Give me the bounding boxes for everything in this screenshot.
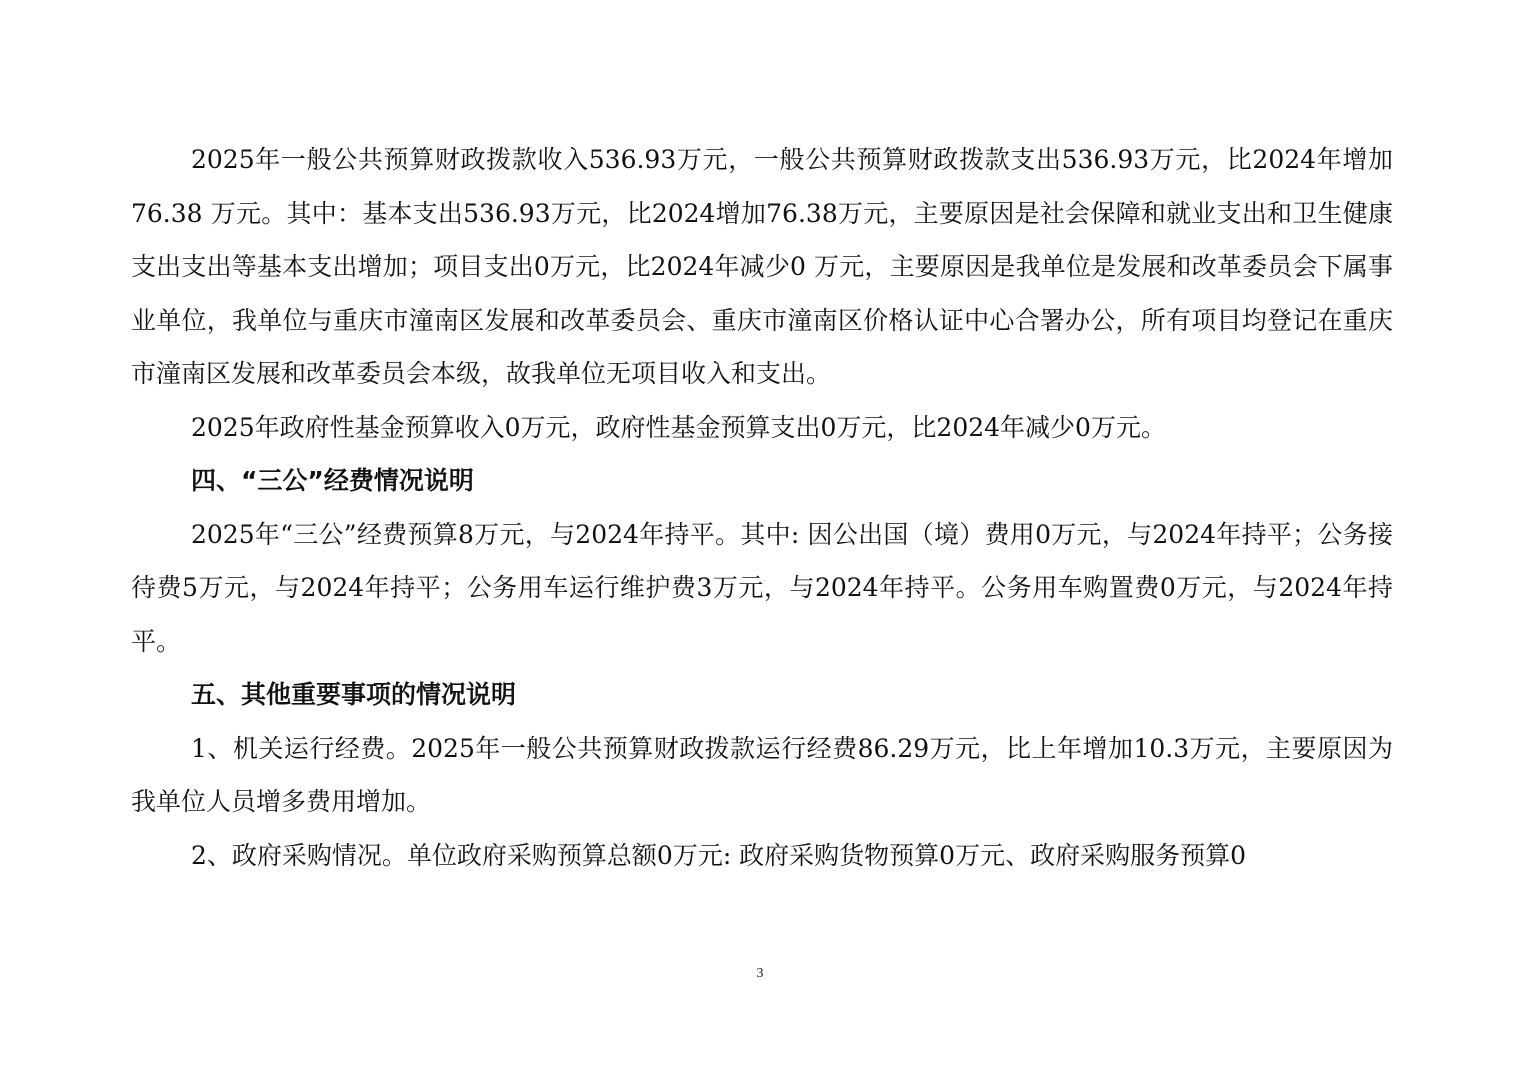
paragraph-general-budget: 2025年一般公共预算财政拨款收入536.93万元，一般公共预算财政拨款支出536.93万元，比2024年增加76.38 万元。其中：基本支出536.93万元，比2024增加76.38万元，主要原因是社会保障和就业支出和卫生健康支出支出等基本支出增加；项目支出0万元，比2024年减少0 万元，主要原因是我单位是发展和改革委员会下属事业单位，我单位与重庆市潼南区发展和改革委员会、重庆市潼南区价格认证中心合署办公，所有项目均登记在重庆市潼南区发展和改革委员会本级，故我单位无项目收入和支出。 [131,145,1393,388]
paragraph-three-public-expenses: 2025年“三公”经费预算8万元，与2024年持平。其中: 因公出国（境）费用0万元，与2024年持平；公务接待费5万元，与2024年持平；公务用车运行维护费3万元，与2024年持平。公务用车购置费0万元，与2024年持平。 [131,519,1393,656]
heading-other-matters: 五、其他重要事项的情况说明 [191,680,517,709]
page-number: 3 [756,966,764,981]
paragraph-government-fund: 2025年政府性基金预算收入0万元，政府性基金预算支出0万元，比2024年减少0万元。 [191,412,1166,442]
heading-three-public-expenses: 四、“三公”经费情况说明 [191,466,474,495]
paragraph-government-procurement: 2、政府采购情况。单位政府采购预算总额0万元: 政府采购货物预算0万元、政府采购服务预算0 [191,840,1246,870]
paragraph-operating-expenses: 1、机关运行经费。2025年一般公共预算财政拨款运行经费86.29万元，比上年增加10.3万元，主要原因为我单位人员增多费用增加。 [131,733,1393,816]
document-body [131,133,1393,882]
